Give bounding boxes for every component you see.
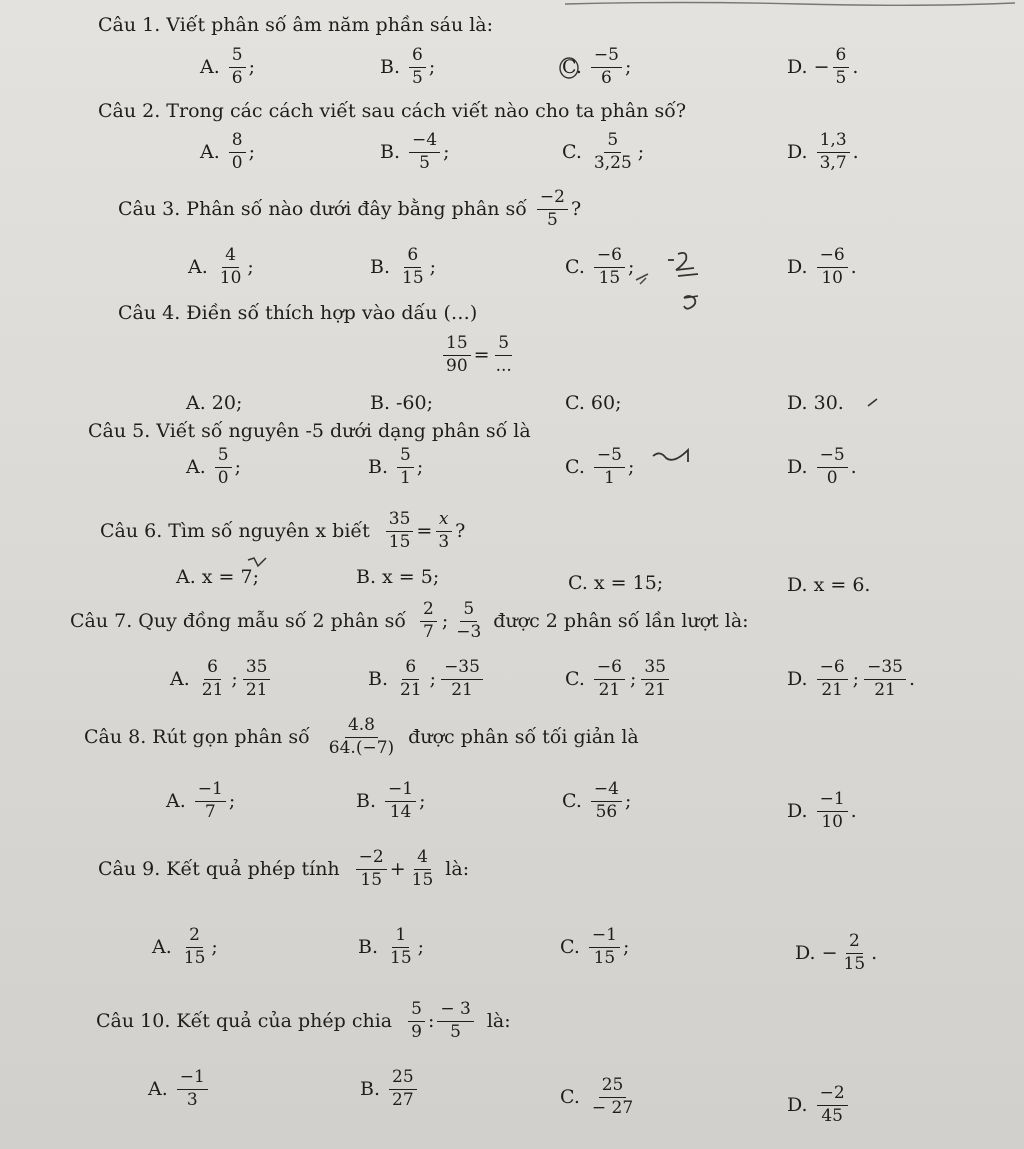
question-2-text bbox=[98, 100, 686, 122]
clipped-top-text bbox=[560, 0, 1020, 8]
q7-option-c[interactable]: C. $\frac{-6}{21}$ ; $\frac{35}{21}$ bbox=[565, 658, 672, 700]
q9-option-a[interactable]: A. $\frac{2}{15}$ ; bbox=[152, 925, 218, 968]
question-5-text bbox=[88, 420, 531, 442]
question-10-text: Câu 10. Kết quả của phép chia $\frac{5}{9}$ : $\frac{- 3}{5}$ là: bbox=[96, 999, 511, 1042]
q1-option-d[interactable]: D. − $\frac{6}{5}$ . bbox=[787, 45, 859, 88]
question-8-text: Câu 8. Rút gọn phân số $\frac{4.8}{64.(-7)}$ được phân số tối giản là bbox=[84, 715, 639, 758]
q7-option-a[interactable]: A. $\frac{6}{21}$ ; $\frac{35}{21}$ bbox=[170, 658, 273, 700]
q4-option-b[interactable]: B. -60; bbox=[370, 392, 434, 414]
q2-option-b[interactable]: B. $\frac{-4}{5}$ ; bbox=[380, 130, 450, 173]
q6-option-c[interactable]: C. x = 15; bbox=[568, 572, 664, 594]
q4-option-d[interactable]: D. 30. bbox=[787, 392, 844, 414]
q8-option-c[interactable]: C. $\frac{-4}{56}$ ; bbox=[562, 779, 632, 822]
q3-option-b[interactable]: B. $\frac{6}{15}$ ; bbox=[370, 245, 437, 288]
q5-option-b[interactable]: B. $\frac{5}{1}$ ; bbox=[368, 445, 424, 488]
q4-option-a[interactable]: A. 20; bbox=[186, 392, 243, 414]
q10-option-b[interactable]: B. $\frac{25}{27}$ bbox=[360, 1068, 420, 1110]
handwritten-scribble-q3 bbox=[632, 246, 712, 318]
q7-option-d[interactable]: D. $\frac{-6}{21}$ ; $\frac{-35}{21}$ . bbox=[787, 657, 916, 700]
question-2-prompt: Câu 2. Trong các cách viết sau cách viết nào cho ta phân số? bbox=[98, 100, 687, 122]
q3-reference-fraction: $\frac{-2}{5}$ bbox=[537, 188, 568, 230]
q9-option-c[interactable]: C. $\frac{-1}{15}$ ; bbox=[560, 925, 630, 968]
q6-option-d[interactable]: D. x = 6. bbox=[787, 574, 871, 596]
q10-option-c[interactable]: C. $\frac{25}{- 27}$ bbox=[560, 1075, 634, 1118]
q9-option-d[interactable]: D. − $\frac{2}{15}$ . bbox=[795, 931, 878, 974]
question-5-prompt: Câu 5. Viết số nguyên -5 dưới dạng phân số là bbox=[88, 420, 531, 442]
q2-option-c[interactable]: C. $\frac{5}{3,25}$ ; bbox=[562, 130, 645, 173]
q1-option-a[interactable]: A. $\frac{5}{6}$ ; bbox=[200, 45, 255, 88]
q10-option-a[interactable]: A. $\frac{-1}{3}$ bbox=[148, 1068, 211, 1110]
question-3-text: Câu 3. Phân số nào dưới đây bằng phân số $\frac{-2}{5}$ ? bbox=[118, 187, 582, 230]
question-7-text: Câu 7. Quy đồng mẫu số 2 phân số $\frac{2}{7}$ ; $\frac{5}{-3}$ được 2 phân số lần lượt là: bbox=[70, 599, 749, 642]
check-mark-q6 bbox=[246, 556, 268, 572]
q4-equation: $\frac{15}{90}$ = $\frac{5}{...}$ bbox=[440, 334, 518, 376]
q5-option-c[interactable]: C. $\frac{-5}{1}$ ; bbox=[565, 445, 635, 488]
q6-option-a[interactable]: A. x = 7; bbox=[176, 566, 259, 588]
q3-option-d[interactable]: D. $\frac{-6}{10}$ . bbox=[787, 245, 857, 288]
question-4-text bbox=[118, 302, 477, 324]
q2-option-d[interactable]: D. $\frac{1,3}{3,7}$ . bbox=[787, 130, 859, 173]
question-9-text: Câu 9. Kết quả phép tính $\frac{-2}{15}$ + $\frac{4}{15}$ là: bbox=[98, 847, 470, 890]
circle-mark-q1 bbox=[557, 56, 581, 80]
q8-option-d[interactable]: D. $\frac{-1}{10}$ . bbox=[787, 789, 857, 832]
q3-option-a[interactable]: A. $\frac{4}{10}$ ; bbox=[188, 245, 254, 288]
q7-option-b[interactable]: B. $\frac{6}{21}$ ; $\frac{-35}{21}$ bbox=[368, 658, 486, 700]
q10-option-d[interactable]: D. $\frac{-2}{45}$ bbox=[787, 1084, 851, 1126]
q5-option-a[interactable]: A. $\frac{5}{0}$ ; bbox=[186, 445, 241, 488]
q4-option-c[interactable]: C. 60; bbox=[565, 392, 622, 414]
question-6-text: Câu 6. Tìm số nguyên x biết $\frac{35}{15}$ = $\frac{x}{3}$ ? bbox=[100, 509, 466, 552]
q1-option-b[interactable]: B. $\frac{6}{5}$ ; bbox=[380, 45, 436, 88]
q1-option-c[interactable]: C. $\frac{-5}{6}$ ; bbox=[562, 45, 632, 88]
q6-option-b[interactable]: B. x = 5; bbox=[356, 566, 440, 588]
q8-option-a[interactable]: A. $\frac{-1}{7}$ ; bbox=[166, 779, 236, 822]
question-1-text bbox=[98, 14, 493, 36]
question-4-prompt: Câu 4. Điền số thích hợp vào dấu (…) bbox=[118, 302, 478, 324]
q9-option-b[interactable]: B. $\frac{1}{15}$ ; bbox=[358, 925, 425, 968]
q3-option-c[interactable]: C. $\frac{-6}{15}$ ; bbox=[565, 245, 635, 288]
q5-option-d[interactable]: D. $\frac{-5}{0}$ . bbox=[787, 445, 857, 488]
q2-option-a[interactable]: A. $\frac{8}{0}$ ; bbox=[200, 130, 255, 173]
q8-option-b[interactable]: B. $\frac{-1}{14}$ ; bbox=[356, 779, 426, 822]
check-mark-q5 bbox=[650, 446, 692, 468]
tick-mark-q4 bbox=[866, 396, 880, 410]
question-1-prompt: Câu 1. Viết phân số âm năm phần sáu là: bbox=[98, 14, 494, 36]
